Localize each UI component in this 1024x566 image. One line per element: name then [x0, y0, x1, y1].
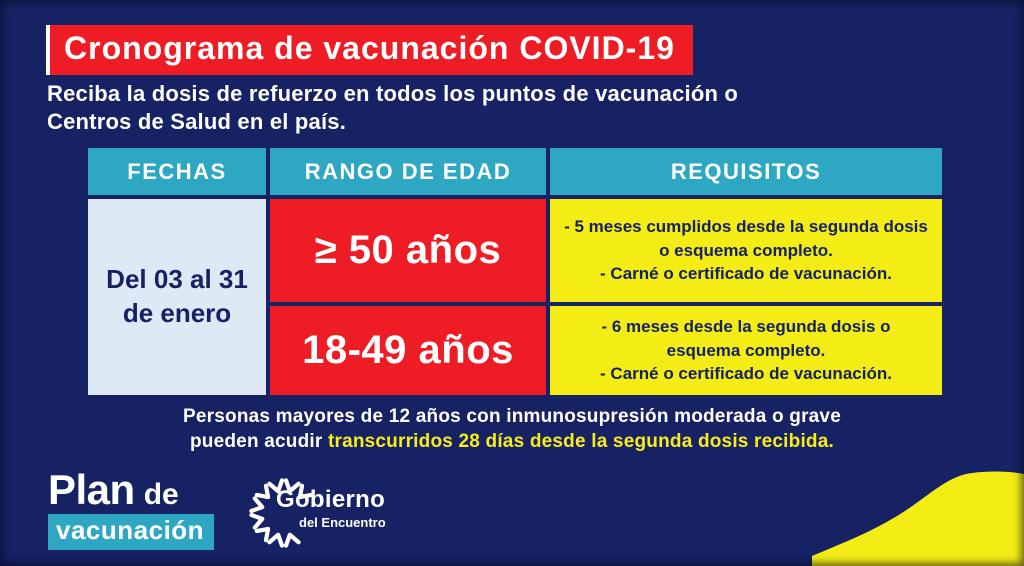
gobierno-del-encuentro-logo [248, 466, 408, 558]
requirement-item: - 5 meses cumplidos desde la segunda dosis o esquema completo. [564, 216, 928, 260]
column-header-fechas: FECHAS [88, 148, 266, 195]
requirement-item: - Carné o certificado de vacunación. [600, 264, 892, 284]
date-range-cell: Del 03 al 31 de enero [88, 199, 266, 395]
column-header-rango-de-edad: RANGO DE EDAD [270, 148, 546, 195]
plan-word: Plan [48, 466, 135, 513]
requirement-item: - 6 meses desde la segunda dosis o esquema completo. [601, 316, 891, 360]
title-banner [46, 25, 693, 75]
subtitle-line-1: Reciba la dosis de refuerzo en todos los puntos de vacunación o [47, 81, 739, 106]
subtitle-line-2: Centros de Salud en el país. [47, 109, 347, 135]
vacunacion-strip: vacunación [48, 514, 214, 550]
yellow-wave-blob [812, 466, 1024, 566]
footnote-line-2 [0, 430, 1024, 455]
page-title: Cronograma de vacunación COVID-19 [64, 30, 675, 66]
vaccination-schedule-table [88, 148, 942, 395]
subtitle [47, 80, 738, 136]
age-cell-18-49: 18-49 años [270, 306, 546, 395]
immunosuppression-footnote [0, 405, 1024, 454]
footnote-line-2-highlight: transcurridos 28 días desde la segunda dosis recibida. [327, 430, 834, 452]
requirements-cell-50-plus [550, 199, 942, 302]
age-cell-50-plus: ≥ 50 años [270, 199, 546, 302]
footnote-line-2-white: pueden acudir [190, 430, 323, 452]
plan-vacunacion-logo [48, 466, 214, 550]
footnote-line-1: Personas mayores de 12 años con inmunosupresión moderada o grave [183, 406, 841, 427]
del-encuentro-word: del Encuentro [299, 515, 386, 530]
gobierno-word: Gobierno [276, 486, 386, 513]
column-header-requisitos: REQUISITOS [550, 148, 942, 195]
requirements-cell-18-49 [550, 306, 942, 395]
de-word: de [143, 478, 179, 511]
requirement-item: - Carné o certificado de vacunación. [600, 364, 892, 384]
gobierno-logo-text [276, 486, 386, 530]
plan-logo-top-line [48, 466, 214, 513]
